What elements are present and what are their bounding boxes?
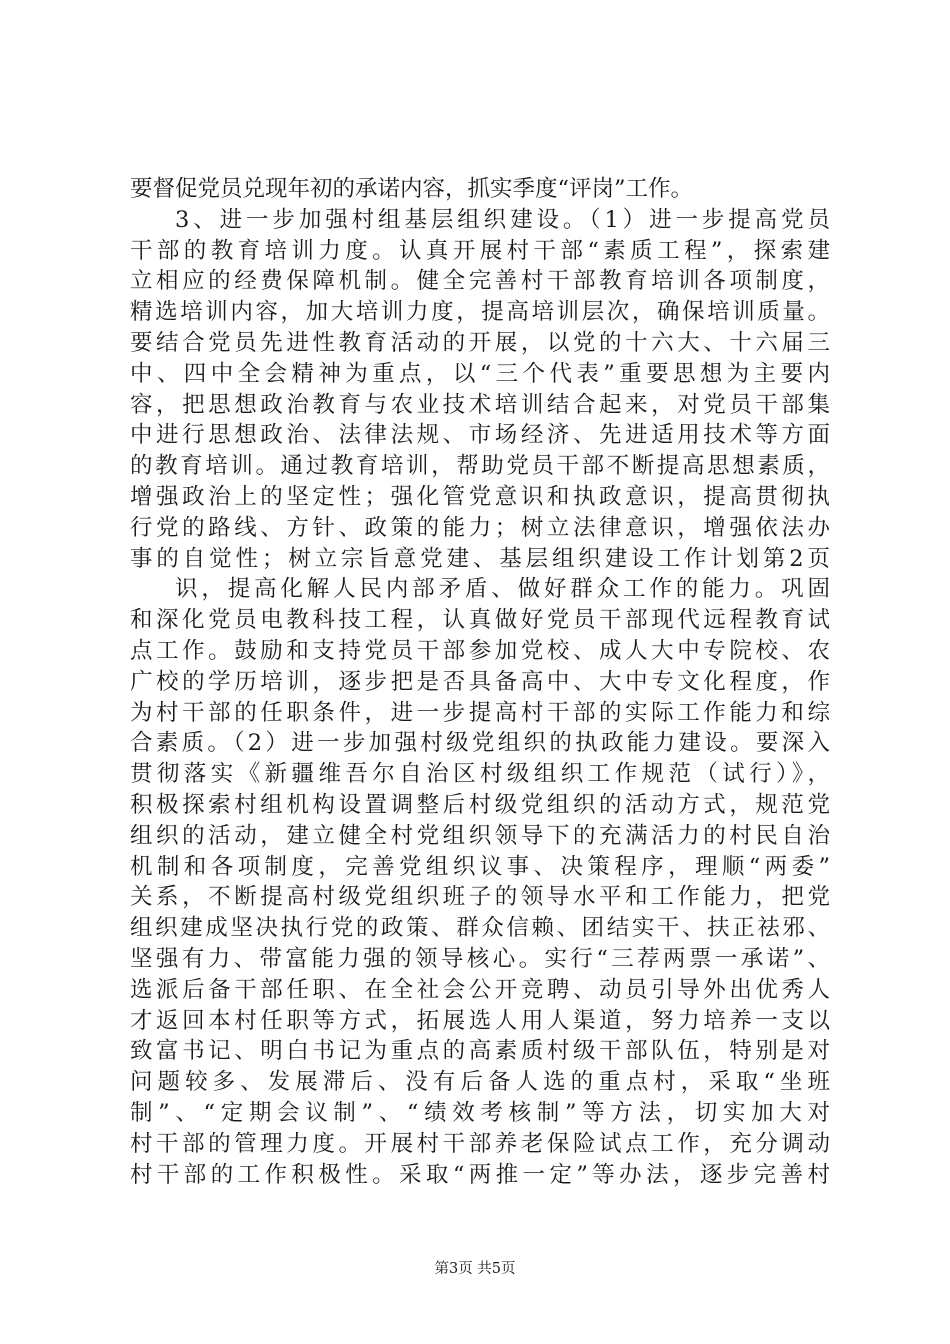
- text-line: 点工作。鼓励和支持党员干部参加党校、成人大中专院校、农: [130, 637, 830, 664]
- text-line: 机制和各项制度，完善党组织议事、决策程序，理顺“两委”: [130, 853, 830, 880]
- text-line: 组织建成坚决执行党的政策、群众信赖、团结实干、扶正祛邪、: [130, 915, 830, 942]
- text-line: 贯彻落实《新疆维吾尔自治区村级组织工作规范（试行）》，: [130, 761, 830, 788]
- text-line: 中进行思想政治、法律法规、市场经济、先进适用技术等方面: [130, 422, 830, 449]
- text-line: 合素质。（2）进一步加强村级党组织的执政能力建设。要深入: [130, 730, 830, 757]
- text-line: 致富书记、明白书记为重点的高素质村级干部队伍，特别是对: [130, 1038, 830, 1065]
- text-line: 要结合党员先进性教育活动的开展，以党的十六大、十六届三: [130, 329, 830, 356]
- text-line: 3、进一步加强村组基层组织建设。（1）进一步提高党员: [175, 206, 830, 233]
- text-line: 为村干部的任职条件，进一步提高村干部的实际工作能力和综: [130, 699, 830, 726]
- text-line: 干部的教育培训力度。认真开展村干部“素质工程”，探索建: [130, 237, 830, 264]
- text-line: 才返回本村任职等方式，拓展选人用人渠道，努力培养一支以: [130, 1007, 830, 1034]
- text-line: 选派后备干部任职、在全社会公开竞聘、动员引导外出优秀人: [130, 976, 830, 1003]
- text-line: 积极探索村组机构设置调整后村级党组织的活动方式，规范党: [130, 791, 830, 818]
- text-line: 问题较多、发展滞后、没有后备人选的重点村，采取“坐班: [130, 1069, 830, 1096]
- page-footer: [0, 1257, 950, 1278]
- text-line: 立相应的经费保障机制。健全完善村干部教育培训各项制度，: [130, 268, 830, 295]
- text-line: 要督促党员兑现年初的承诺内容，抓实季度“评岗”工作。: [130, 176, 694, 202]
- text-line: 村干部的管理力度。开展村干部养老保险试点工作，充分调动: [130, 1130, 830, 1157]
- text-line: 事的自觉性；树立宗旨意党建、基层组织建设工作计划第2页: [130, 545, 830, 572]
- text-line: 精选培训内容，加大培训力度，提高培训层次，确保培训质量。: [130, 299, 830, 326]
- text-line: 和深化党员电教科技工程，认真做好党员干部现代远程教育试: [130, 607, 830, 634]
- text-line: 中、四中全会精神为重点，以“三个代表”重要思想为主要内: [130, 360, 830, 387]
- text-line: 增强政治上的坚定性；强化管党意识和执政意识，提高贯彻执: [130, 483, 830, 510]
- text-line: 识，提高化解人民内部矛盾、做好群众工作的能力。巩固: [175, 576, 830, 603]
- text-line: 容，把思想政治教育与农业技术培训结合起来，对党员干部集: [130, 391, 830, 418]
- text-line: 广校的学历培训，逐步把是否具备高中、大中专文化程度，作: [130, 668, 830, 695]
- text-line: 制”、“定期会议制”、“绩效考核制”等方法，切实加大对: [130, 1099, 830, 1126]
- text-line: 组织的活动，建立健全村党组织领导下的充满活力的村民自治: [130, 822, 830, 849]
- page-number-label: 第3页 共5页: [434, 1261, 516, 1277]
- text-line: 村干部的工作积极性。采取“两推一定”等办法，逐步完善村: [130, 1161, 830, 1188]
- body-text: [130, 174, 830, 1190]
- text-line: 关系，不断提高村级党组织班子的领导水平和工作能力，把党: [130, 884, 830, 911]
- text-line: 的教育培训。通过教育培训，帮助党员干部不断提高思想素质，: [130, 453, 830, 480]
- text-line: 行党的路线、方针、政策的能力；树立法律意识，增强依法办: [130, 514, 830, 541]
- text-line: 坚强有力、带富能力强的领导核心。实行“三荐两票一承诺”、: [130, 945, 830, 972]
